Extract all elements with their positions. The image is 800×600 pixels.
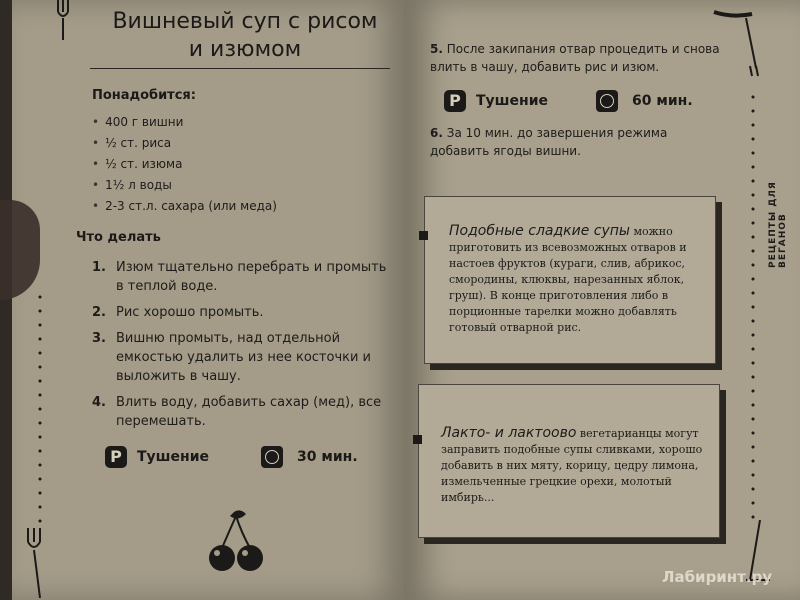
ingredients-heading: Понадобится: <box>92 88 196 103</box>
time-label: 30 мин. <box>297 449 358 465</box>
fork-icon <box>18 528 58 598</box>
ingredient-item: • 400 г вишни <box>92 112 277 133</box>
step-item <box>92 393 397 431</box>
box-marker <box>413 435 422 444</box>
steps-heading: Что делать <box>76 230 161 245</box>
step-number: 3. <box>92 331 106 346</box>
step-text: Рис хорошо промыть. <box>116 305 264 320</box>
ingredient-item: • 1½ л воды <box>92 175 277 196</box>
tip-box-1 <box>424 196 716 364</box>
step-number: 4. <box>92 395 106 410</box>
step-text: Вишню промыть, над отдельной емкостью удалить из нее косточки и выложить в чашу. <box>116 331 372 384</box>
dotted-border-left <box>38 290 42 530</box>
step-item <box>430 124 720 160</box>
cooking-mode-row-right <box>444 90 693 112</box>
step-number: 2. <box>92 305 106 320</box>
time-label: 60 мин. <box>632 93 693 109</box>
cherry-icon <box>200 506 270 576</box>
step-item <box>92 329 397 386</box>
step-number: 5. <box>430 42 443 56</box>
tip-body: можно приготовить из всевозможных отваров и настоев фруктов (кураги, слив, абрикос, смородины, клюквы, нарезанных яблок, груш). В конце приготовления либо в порционные тарелки можно добавлять готовый отварной рис. <box>449 225 687 334</box>
ingredient-item: • ½ ст. риса <box>92 133 277 154</box>
step-item <box>430 40 720 76</box>
title-line-2: и изюмом <box>188 37 302 62</box>
tip-title: Подобные сладкие супы <box>449 223 630 239</box>
title-line-1: Вишневый суп с рисом <box>112 9 378 34</box>
cooking-mode-row-left <box>105 446 358 468</box>
tip-box-2 <box>418 384 720 538</box>
fork-icon <box>50 0 80 40</box>
box-marker <box>419 231 428 240</box>
recipe-title <box>110 8 380 64</box>
step-number: 1. <box>92 260 106 275</box>
title-underline <box>90 68 390 69</box>
clock-icon <box>261 446 283 468</box>
ingredient-item: • 2-3 ст.л. сахара (или меда) <box>92 196 277 217</box>
ingredients-list <box>92 112 277 217</box>
clock-icon <box>596 90 618 112</box>
tip-body: вегетарианцы могут заправить подобные супы сливками, хорошо добавить в них мяту, корицу, цедру лимона, измельченные грецкие орехи, молотый имбирь... <box>441 427 703 504</box>
mode-label: Тушение <box>137 449 210 465</box>
parking-icon: P <box>105 446 127 468</box>
steps-list-left <box>92 258 397 438</box>
tip-text <box>419 385 719 506</box>
step-text: За 10 мин. до завершения режима добавить ягоды вишни. <box>430 126 668 158</box>
step-item <box>92 258 397 296</box>
mode-label: Тушение <box>476 93 549 109</box>
step-text: Изюм тщательно перебрать и промыть в теплой воде. <box>116 260 387 294</box>
tip-text <box>425 197 715 336</box>
section-side-label: РЕЦЕПТЫ ДЛЯ ВЕГАНОВ <box>768 181 788 268</box>
step-number: 6. <box>430 126 443 140</box>
dotted-border-right <box>751 90 755 520</box>
parking-icon: P <box>444 90 466 112</box>
step-text: После закипания отвар процедить и снова влить в чашу, добавить рис и изюм. <box>430 42 720 74</box>
ingredient-item: • ½ ст. изюма <box>92 154 277 175</box>
tip-title: Лакто- и лактоово <box>441 425 577 441</box>
watermark: Лабиринт.ру <box>662 568 773 586</box>
step-item <box>92 303 397 322</box>
step-text: Влить воду, добавить сахар (мед), все перемешать. <box>116 395 382 429</box>
